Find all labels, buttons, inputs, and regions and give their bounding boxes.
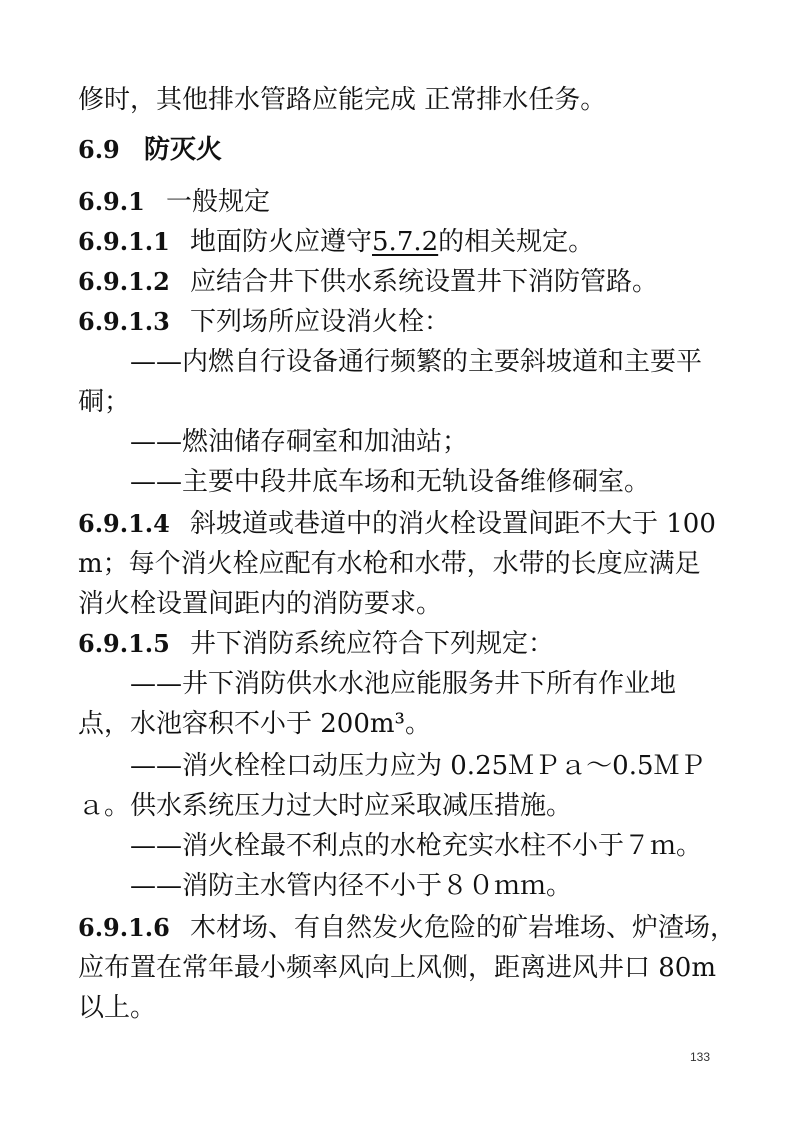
- clause-text: 消火栓设置间距内的消防要求。: [78, 589, 443, 619]
- list-item: [130, 746, 727, 786]
- list-item-text: ——井下消防供水水池应能服务井下所有作业地: [130, 669, 677, 699]
- clause-text: 的相关规定。: [438, 227, 595, 257]
- list-item-continuation: [78, 786, 727, 826]
- list-item: [130, 462, 727, 502]
- list-item: [130, 826, 727, 866]
- clause-text: 下列场所应设消火栓：: [190, 307, 451, 337]
- clause-number: 6.9.1.5: [78, 629, 170, 658]
- clause-text: 应布置在常年最小频率风向上风侧，距离进风井口 80m: [78, 953, 717, 983]
- list-item-text: ａ。供水系统压力过大时应采取减压措施。: [78, 791, 573, 821]
- clause-number: 6.9.1.3: [78, 307, 170, 336]
- clause-number: 6.9.1.4: [78, 509, 170, 538]
- clause-continuation: [78, 544, 727, 584]
- list-item-text: ——消防主水管内径不小于８０ｍｍ。: [130, 871, 573, 901]
- clause-6-9-1-4: [78, 504, 727, 544]
- text-line: [78, 80, 727, 120]
- section-title: 防灭火: [144, 135, 223, 165]
- list-item-continuation: [78, 704, 727, 744]
- list-item: [130, 664, 727, 704]
- clause-text: 井下消防系统应符合下列规定：: [190, 629, 555, 659]
- clause-6-9-1-6: [78, 908, 737, 948]
- list-item: [130, 342, 727, 382]
- clause-text: 木材场、有自然发火危险的矿岩堆场、炉渣场，: [190, 913, 737, 943]
- clause-continuation: [78, 988, 727, 1028]
- list-item-text: ——主要中段井底车场和无轨设备维修硐室。: [130, 467, 651, 497]
- cross-reference-link[interactable]: 5.7.2: [372, 227, 439, 257]
- section-heading-6-9-1: [78, 182, 727, 222]
- clause-number: 6.9.1.2: [78, 267, 170, 296]
- clause-6-9-1-5: [78, 624, 727, 664]
- list-item-text: ——消火栓最不利点的水枪充实水柱不小于７ｍ。: [130, 831, 703, 861]
- clause-continuation: [78, 948, 727, 988]
- clause-number: 6.9.1.1: [78, 227, 170, 256]
- clause-text: 以上。: [78, 993, 157, 1023]
- list-item-text: ——燃油储存硐室和加油站；: [130, 427, 469, 457]
- list-item-text: 硐；: [78, 387, 131, 417]
- list-item: [130, 422, 727, 462]
- clause-6-9-1-2: [78, 262, 727, 302]
- list-item-text: ——消火栓栓口动压力应为 0.25ＭＰａ～0.5ＭＰ: [130, 751, 706, 781]
- list-item: [130, 866, 727, 906]
- section-number: 6.9: [78, 135, 120, 164]
- list-item-text: 点，水池容积不小于 200m³。: [78, 709, 431, 739]
- clause-continuation: [78, 584, 727, 624]
- page-number: 133: [690, 1050, 711, 1064]
- section-heading-6-9: [78, 130, 727, 170]
- clause-text: 应结合井下供水系统设置井下消防管路。: [190, 267, 659, 297]
- paragraph-text: 修时，其他排水管路应能完成 正常排水任务。: [78, 85, 607, 115]
- section-number: 6.9.1: [78, 187, 145, 216]
- clause-number: 6.9.1.6: [78, 913, 170, 942]
- list-item-text: ——内燃自行设备通行频繁的主要斜坡道和主要平: [130, 347, 703, 377]
- clause-text: m；每个消火栓应配有水枪和水带，水带的长度应满足: [78, 549, 701, 579]
- section-title: 一般规定: [166, 187, 271, 217]
- clause-text: 地面防火应遵守: [190, 227, 373, 257]
- clause-6-9-1-3: [78, 302, 727, 342]
- list-item-continuation: [78, 382, 727, 422]
- clause-6-9-1-1: [78, 222, 727, 262]
- clause-text: 斜坡道或巷道中的消火栓设置间距不大于 100: [190, 509, 716, 539]
